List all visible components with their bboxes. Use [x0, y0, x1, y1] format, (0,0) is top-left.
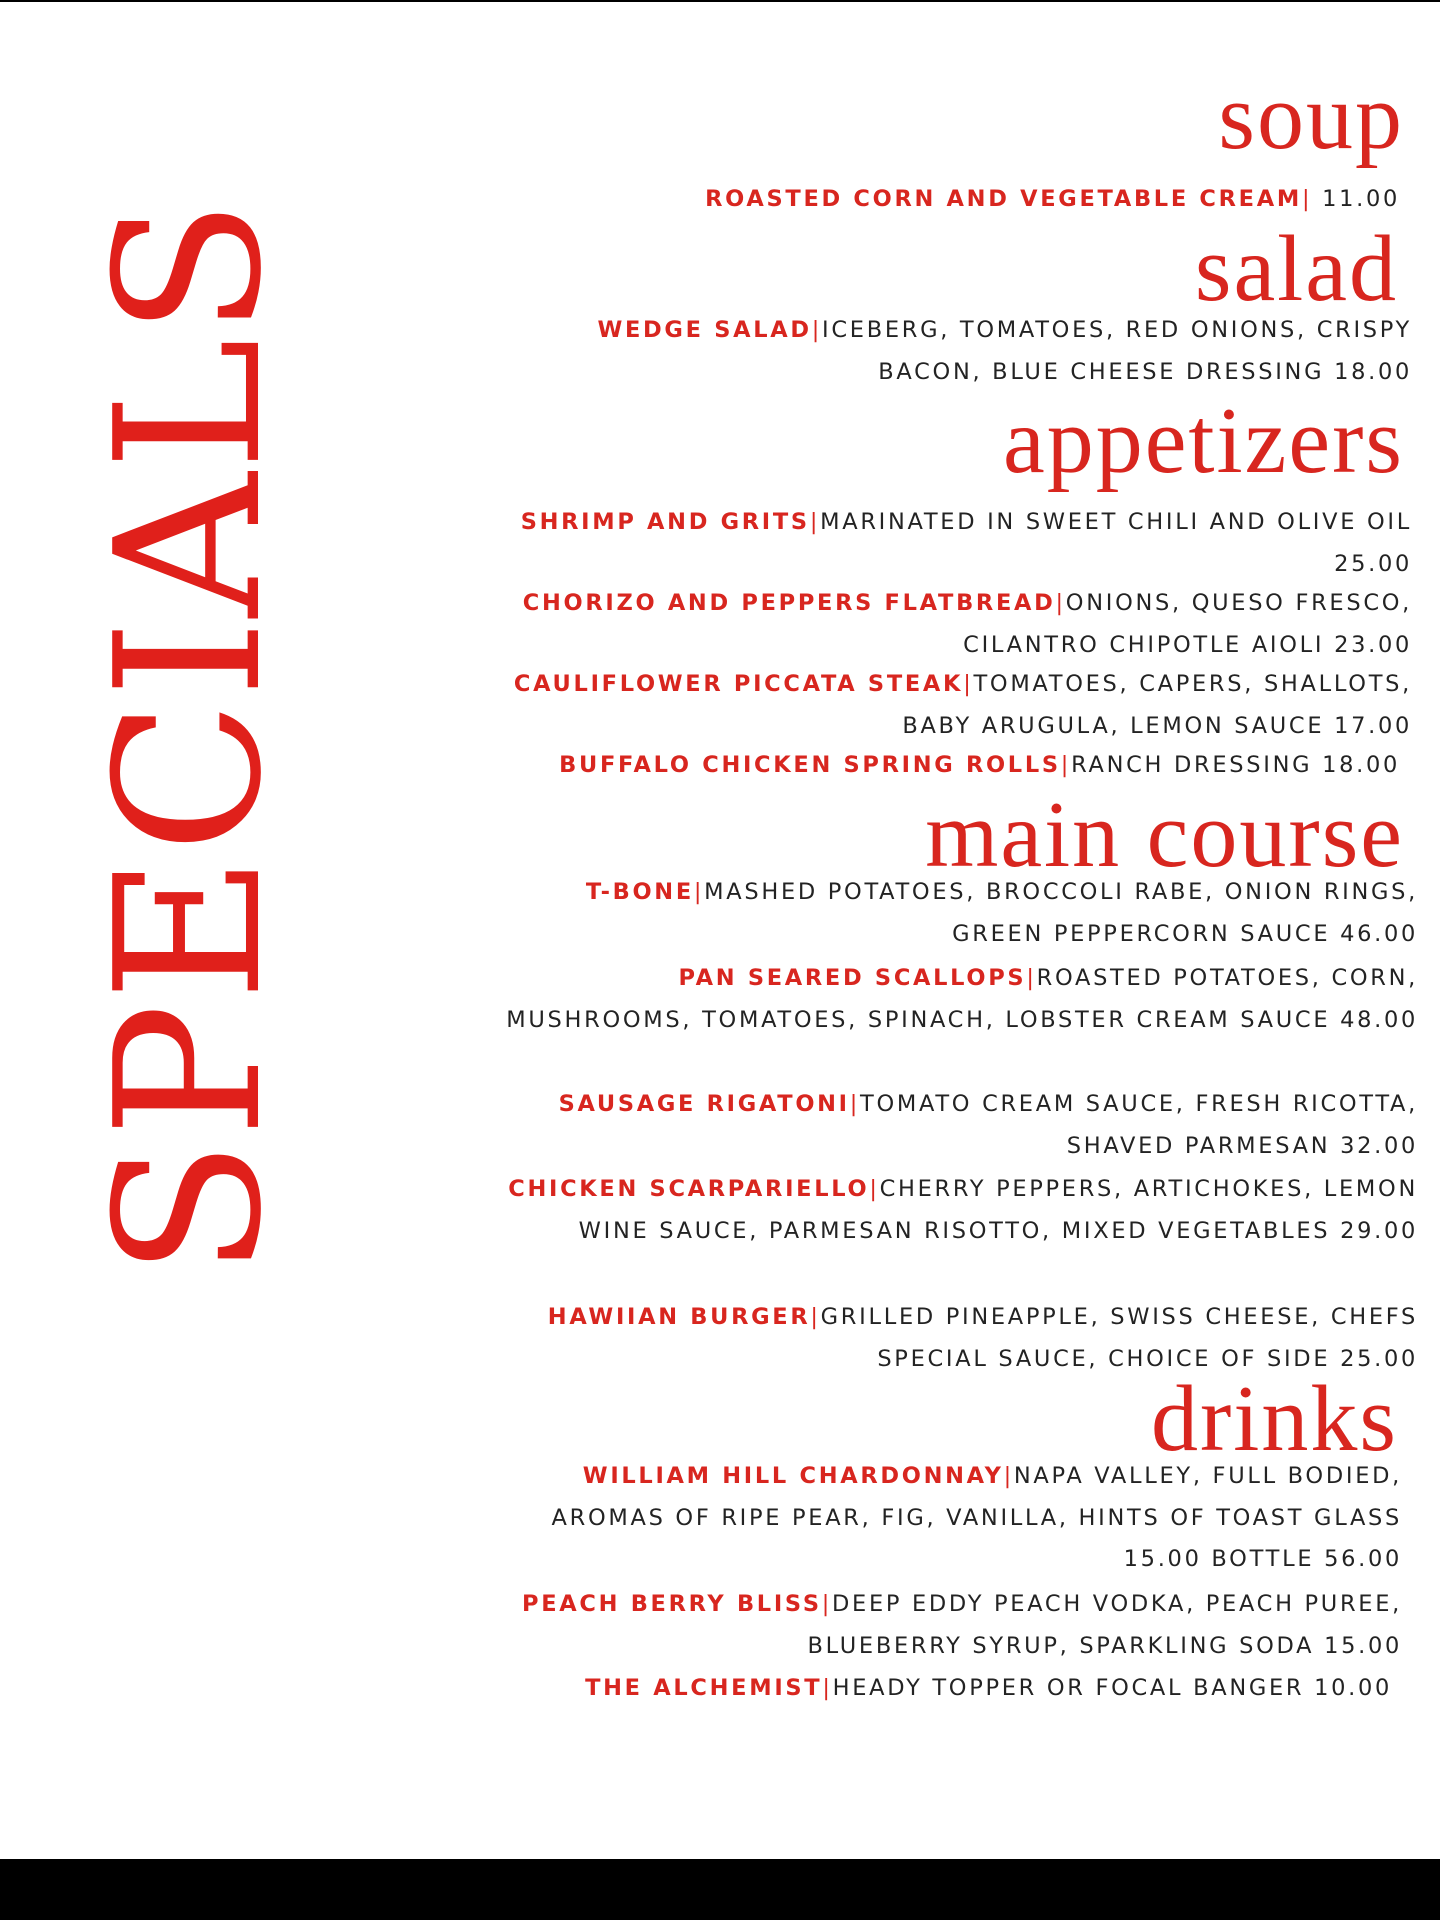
item-separator: |: [849, 1091, 861, 1117]
item-name: CAULIFLOWER PICCATA STEAK: [513, 671, 964, 697]
menu-item-cauliflower-piccata: [492, 664, 1412, 747]
section-heading-appetizers: appetizers: [1002, 389, 1404, 493]
item-name: CHORIZO AND PEPPERS FLATBREAD: [522, 590, 1056, 616]
item-separator: |: [1003, 1463, 1014, 1489]
item-name: THE ALCHEMIST: [585, 1675, 823, 1701]
item-separator: |: [869, 1176, 880, 1202]
menu-item-chicken-scarpariello: [498, 1169, 1418, 1252]
menu-item-sausage-rigatoni: [498, 1084, 1418, 1167]
item-name: T-BONE: [585, 879, 694, 905]
item-name: HAWIIAN BURGER: [547, 1304, 811, 1330]
section-heading-soup: soup: [1218, 65, 1404, 169]
item-separator: |: [821, 1591, 833, 1617]
menu-item-shrimp-and-grits: [492, 502, 1412, 585]
item-name: WILLIAM HILL CHARDONNAY: [582, 1463, 1004, 1489]
item-details: CHERRY PEPPERS, ARTICHOKES, LEMON WINE SAUCE, PARMESAN RISOTTO, MIXED VEGETABLES 29.00: [578, 1176, 1418, 1244]
item-details: DEEP EDDY PEACH VODKA, PEACH PUREE, BLUEBERRY SYRUP, SPARKLING SODA 15.00: [807, 1591, 1402, 1659]
item-details: GRILLED PINEAPPLE, SWISS CHEESE, CHEFS SPECIAL SAUCE, CHOICE OF SIDE 25.00: [820, 1304, 1418, 1372]
item-details: ONIONS, QUESO FRESCO, CILANTRO CHIPOTLE AIOLI 23.00: [963, 590, 1412, 658]
item-name: PEACH BERRY BLISS: [522, 1591, 822, 1617]
item-separator: |: [1060, 752, 1072, 778]
section-heading-drinks: drinks: [1151, 1367, 1398, 1471]
section-heading-main-course: main course: [925, 783, 1404, 887]
item-separator: |: [693, 879, 705, 905]
menu-item-wedge-salad: [492, 310, 1412, 393]
menu-item-chorizo-flatbread: [492, 583, 1412, 666]
section-heading-salad: salad: [1194, 217, 1398, 321]
item-details: TOMATO CREAM SAUCE, FRESH RICOTTA, SHAVED PARMESAN 32.00: [860, 1091, 1418, 1159]
item-details: TOMATOES, CAPERS, SHALLOTS, BABY ARUGULA, LEMON SAUCE 17.00: [902, 671, 1412, 739]
menu-item-t-bone: [498, 872, 1418, 955]
item-name: ROASTED CORN AND VEGETABLE CREAM: [705, 186, 1302, 212]
item-details: MASHED POTATOES, BROCCOLI RABE, ONION RINGS, GREEN PEPPERCORN SAUCE 46.00: [704, 879, 1418, 947]
item-separator: |: [1301, 186, 1313, 212]
menu-page: [0, 2, 1440, 1859]
item-separator: |: [811, 317, 823, 343]
item-details: RANCH DRESSING 18.00: [1071, 752, 1400, 778]
menu-item-william-hill-chardonnay: [482, 1456, 1402, 1581]
item-separator: |: [822, 1675, 833, 1701]
item-separator: |: [1055, 590, 1066, 616]
item-name: CHICKEN SCARPARIELLO: [508, 1176, 870, 1202]
item-separator: |: [1026, 965, 1037, 991]
item-separator: |: [809, 509, 821, 535]
menu-item-the-alchemist: [472, 1668, 1392, 1710]
item-name: PAN SEARED SCALLOPS: [678, 965, 1027, 991]
item-separator: |: [810, 1304, 821, 1330]
item-name: WEDGE SALAD: [597, 317, 812, 343]
item-details: NAPA VALLEY, FULL BODIED, AROMAS OF RIPE PEAR, FIG, VANILLA, HINTS OF TOAST GLASS 15.00 BOTTLE 56.00: [551, 1463, 1402, 1572]
item-details: ROASTED POTATOES, CORN, MUSHROOMS, TOMATOES, SPINACH, LOBSTER CREAM SAUCE 48.00: [506, 965, 1418, 1033]
item-details: MARINATED IN SWEET CHILI AND OLIVE OIL 25.00: [820, 509, 1412, 577]
bottom-bar: [0, 1859, 1440, 1920]
specials-title: SPECIALS: [73, 197, 306, 1277]
item-name: BUFFALO CHICKEN SPRING ROLLS: [559, 752, 1061, 778]
menu-item-roasted-corn: [480, 179, 1400, 221]
item-separator: |: [963, 671, 974, 697]
item-details: 11.00: [1312, 186, 1400, 212]
item-details: ICEBERG, TOMATOES, RED ONIONS, CRISPY BACON, BLUE CHEESE DRESSING 18.00: [822, 317, 1412, 385]
item-name: SAUSAGE RIGATONI: [558, 1091, 850, 1117]
menu-item-buffalo-spring-rolls: [480, 745, 1400, 787]
item-name: SHRIMP AND GRITS: [520, 509, 810, 535]
menu-item-pan-seared-scallops: [498, 958, 1418, 1041]
menu-item-peach-berry-bliss: [482, 1584, 1402, 1667]
item-details: HEADY TOPPER OR FOCAL BANGER 10.00: [832, 1675, 1392, 1701]
